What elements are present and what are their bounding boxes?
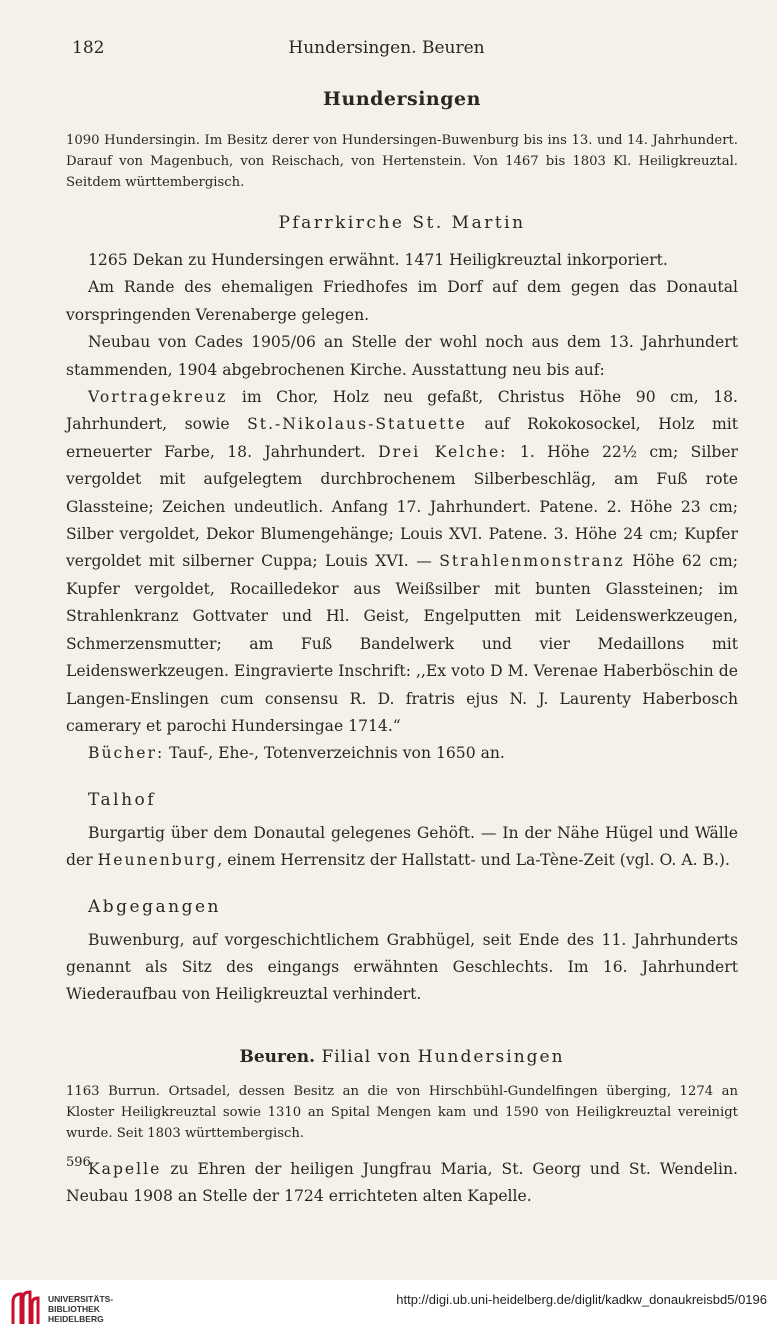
library-logo bbox=[8, 1288, 188, 1328]
beuren-title bbox=[66, 1047, 738, 1067]
talhof-paragraph bbox=[66, 820, 738, 875]
library-logo-icon bbox=[8, 1290, 42, 1326]
text-run: 1. Höhe 22½ cm; Silber vergoldet mit aufgelegtem durchbrochenem Silberbeschläg, am Fuß rote Glassteine; Zeichen undeutlich. Anfang 17. Jahrhundert. Patene. 2. Höhe 23 cm; Silber vergoldet, Dekor Blumengehänge; Louis XVI. Patene. 3. Höhe 24 cm; Kupfer vergoldet mit silberner Cuppa; Louis XVI. — bbox=[66, 442, 738, 571]
source-url[interactable]: http://digi.ub.uni-heidelberg.de/diglit/kadkw_donaukreisbd5/0196 bbox=[396, 1292, 767, 1307]
church-paragraph-inventory bbox=[66, 384, 738, 740]
church-heading: Pfarrkirche St. Martin bbox=[278, 213, 526, 233]
section-title-hundersingen: Hundersingen bbox=[323, 88, 481, 110]
footer-bar bbox=[0, 1280, 777, 1333]
library-line: UNIVERSITÄTS- bbox=[48, 1294, 114, 1304]
church-paragraph-books bbox=[66, 740, 738, 767]
spaced-term: Bücher: bbox=[88, 744, 165, 763]
spaced-term: Heunenburg bbox=[97, 851, 218, 870]
spaced-term: Vortragekreuz bbox=[88, 388, 228, 407]
abgegangen-heading: Abgegangen bbox=[88, 896, 221, 917]
church-paragraph-3: Neubau von Cades 1905/06 an Stelle der wohl noch aus dem 13. Jahrhundert stammenden, 1904 abgebrochenen Kirche. Ausstattung neu bis auf: bbox=[66, 333, 738, 379]
running-title: Hundersingen. Beuren bbox=[288, 38, 485, 58]
spaced-term: Hundersingen bbox=[417, 1046, 565, 1067]
library-line: BIBLIOTHEK bbox=[48, 1304, 100, 1314]
library-line: HEIDELBERG bbox=[48, 1314, 104, 1324]
text-run: Höhe 62 cm; Kupfer vergoldet, Rocailledekor aus Weißsilber mit bunten Glassteinen; im Strahlenkranz Gottvater und Hl. Geist, Engelputten mit Leidenswerkzeugen, Schmerzensmutter; am Fuß Bandelwerk und vier Medaillons mit Leidenswerkzeugen. Eingravierte Inschrift: ,,Ex voto D M. Verenae Haberböschin de Langen-Enslingen cum consensu R. D. fratris ejus N. J. Laurenty Haberbosch camerary et parochi Hundersingae 1714.“ bbox=[66, 552, 738, 735]
signature-number: 596 bbox=[66, 1155, 91, 1170]
beuren-name: Beuren. bbox=[239, 1046, 316, 1067]
library-name bbox=[48, 1294, 113, 1324]
text-run: Burgartig über dem Donautal gelegenes Gehöft. — In der Nähe Hügel und Wälle der bbox=[66, 823, 738, 870]
abgegangen-paragraph: Buwenburg, auf vorgeschichtlichem Grabhügel, seit Ende des 11. Jahrhunderts genannt als Sitz des eingangs erwähnten Geschlechts. Im 16. Jahrhundert Wiederaufbau von Heiligkreuztal verhindert. bbox=[66, 930, 738, 1004]
page-content bbox=[66, 88, 738, 1211]
spaced-term: St.-Nikolaus-Statuette bbox=[247, 415, 467, 434]
church-paragraph-2: Am Rande des ehemaligen Friedhofes im Dorf auf dem gegen das Donautal vorspringenden Verenaberge gelegen. bbox=[66, 278, 738, 324]
text-run: im Chor, Holz neu gefaßt, Christus Höhe 90 cm, 18. Jahrhundert, sowie bbox=[66, 388, 738, 434]
running-header bbox=[72, 38, 741, 62]
spaced-term: Kapelle bbox=[88, 1159, 162, 1178]
text-run: , einem Herrensitz der Hallstatt- und La-Tène-Zeit (vgl. O. A. B.). bbox=[217, 851, 730, 870]
talhof-heading: Talhof bbox=[88, 789, 157, 810]
text-run: Filial von bbox=[315, 1046, 418, 1067]
beuren-paragraph bbox=[66, 1156, 738, 1211]
text-run: Tauf-, Ehe-, Totenverzeichnis von 1650 an. bbox=[164, 744, 505, 763]
church-paragraph-1: 1265 Dekan zu Hundersingen erwähnt. 1471 Heiligkreuztal inkorporiert. bbox=[88, 251, 668, 269]
page-number: 182 bbox=[72, 38, 105, 58]
spaced-term: Strahlenmonstranz bbox=[439, 552, 625, 571]
spaced-term: Drei Kelche: bbox=[378, 442, 508, 461]
text-run: zu Ehren der heiligen Jungfrau Maria, St. Georg und St. Wendelin. Neubau 1908 an Stelle der 1724 errichteten alten Kapelle. bbox=[66, 1159, 738, 1206]
hundersingen-intro: 1090 Hundersingin. Im Besitz derer von Hundersingen-Buwenburg bis ins 13. und 14. Jahrhundert. Darauf von Magenbuch, von Reischach, von Hertenstein. Von 1467 bis 1803 Kl. Heiligkreuztal. Seitdem württembergisch. bbox=[66, 133, 738, 190]
beuren-intro: 1163 Burrun. Ortsadel, dessen Besitz an die von Hirschbühl-Gundelfingen überging, 1274 an Kloster Heiligkreuztal sowie 1310 an Spital Mengen kam und 1590 von Heiligkreuztal vereinigt wurde. Seit 1803 württembergisch. bbox=[66, 1083, 738, 1141]
text-run: auf Rokokosockel, Holz mit erneuerter Farbe, 18. Jahrhundert. bbox=[66, 415, 739, 461]
